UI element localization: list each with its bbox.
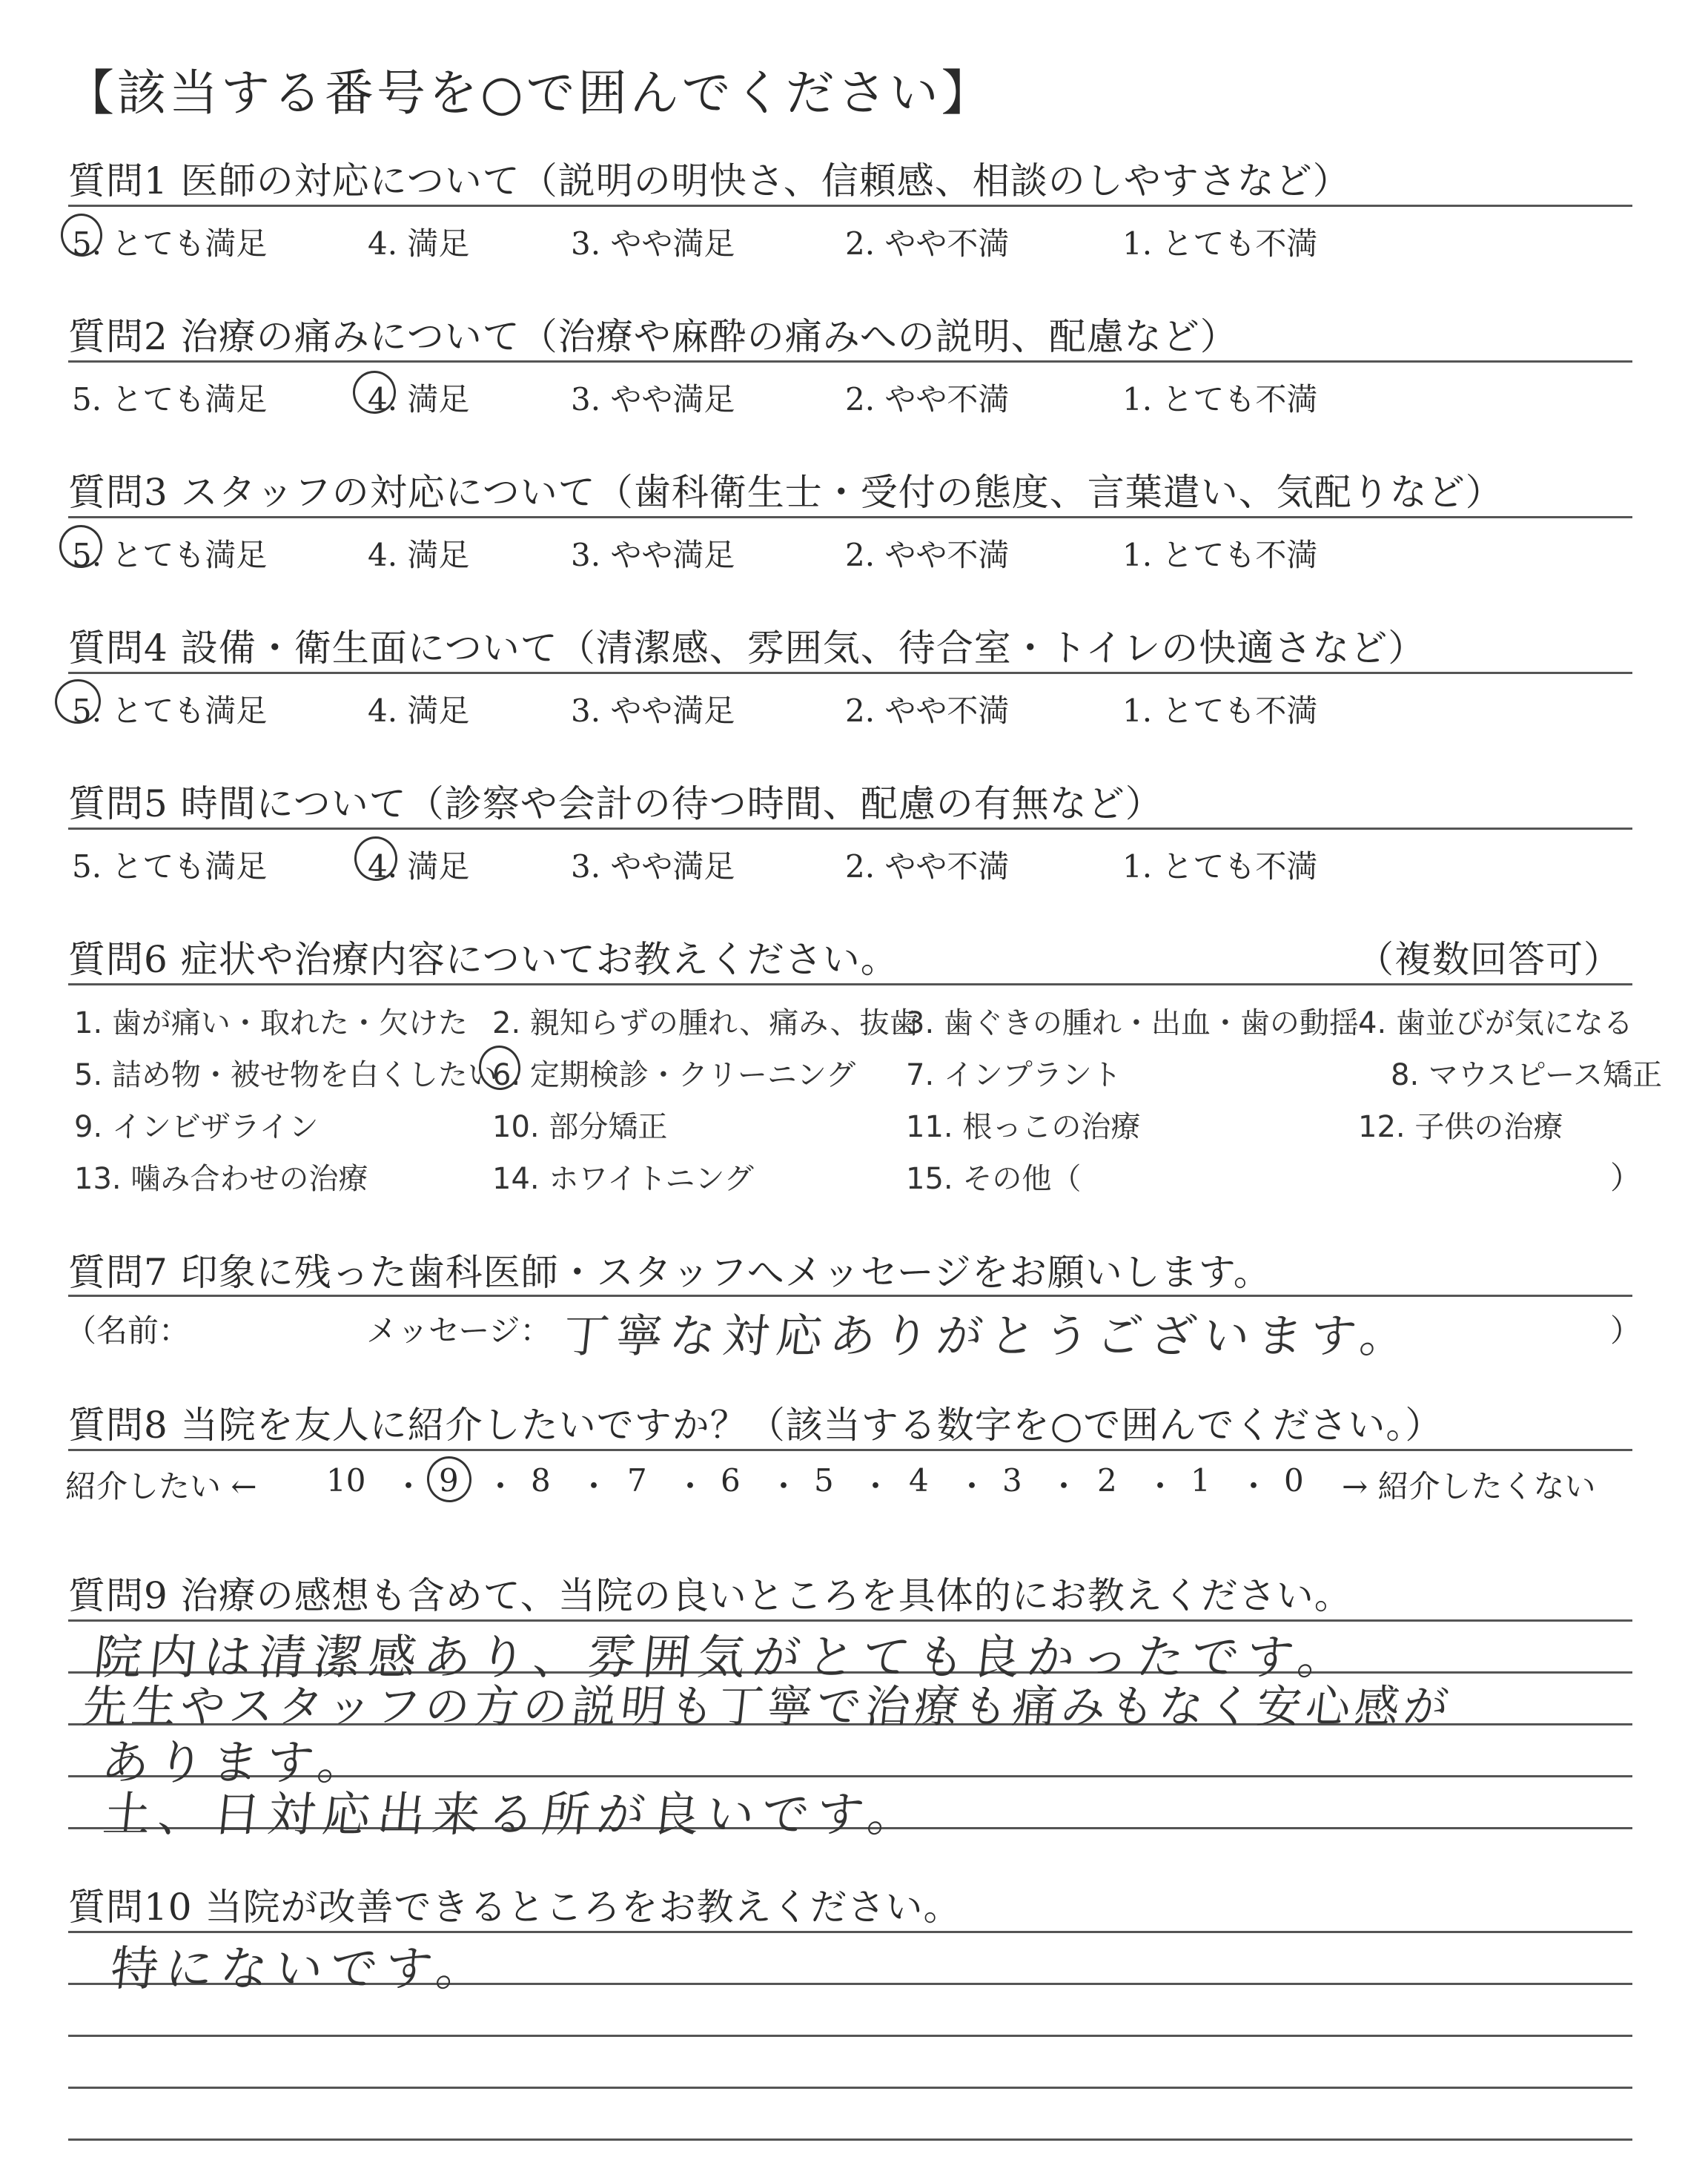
answer-line <box>68 2035 1632 2037</box>
q5-option-4[interactable]: 4. 満足 <box>368 848 470 885</box>
q9-answer-line-3[interactable]: あります。 <box>99 1736 376 1791</box>
q9-answer-line-2[interactable]: 先生やスタッフの方の説明も丁寧で治療も痛みもなく安心感が <box>79 1681 1456 1733</box>
q6-option-1[interactable]: 1. 歯が痛い・取れた・欠けた <box>74 1006 468 1040</box>
q8-scale-6[interactable]: 6 <box>721 1462 741 1499</box>
divider <box>68 205 1632 207</box>
q8-scale-9[interactable]: 9 <box>439 1462 459 1499</box>
q5-option-5[interactable]: 5. とても満足 <box>72 848 268 885</box>
q6-option-10[interactable]: 10. 部分矯正 <box>492 1110 668 1144</box>
question-1-title: 質問1 医師の対応について（説明の明快さ、信頼感、相談のしやすさなど） <box>68 159 1351 202</box>
q7-message-label: メッセージ： <box>366 1312 552 1349</box>
scale-dot: ・ <box>1145 1468 1176 1505</box>
q10-answer-line-1[interactable]: 特にないです。 <box>107 1942 494 1997</box>
q2-option-3[interactable]: 3. やや満足 <box>571 381 735 417</box>
q7-handwritten-message[interactable]: 丁寧な対応ありがとうございます。 <box>560 1309 1417 1363</box>
question-7-title: 質問7 印象に残った歯科医師・スタッフへメッセージをお願いします。 <box>68 1251 1271 1294</box>
scale-dot: ・ <box>393 1468 425 1505</box>
q2-option-4[interactable]: 4. 満足 <box>368 381 470 417</box>
q3-option-1[interactable]: 1. とても不満 <box>1122 537 1318 573</box>
divider <box>68 828 1632 830</box>
q5-option-2[interactable]: 2. やや不満 <box>845 848 1010 885</box>
scale-dot: ・ <box>1048 1468 1080 1505</box>
q8-scale-10[interactable]: 10 <box>326 1462 366 1499</box>
divider <box>68 1449 1632 1451</box>
q6-option-8[interactable]: 8. マウスピース矯正 <box>1391 1058 1663 1092</box>
form-header: 【該当する番号を○で囲んでください】 <box>65 65 993 122</box>
q6-option-3[interactable]: 3. 歯ぐきの腫れ・出血・歯の動揺 <box>906 1006 1359 1040</box>
divider <box>68 1295 1632 1297</box>
q7-close-paren: ） <box>1610 1312 1642 1349</box>
scale-dot: ・ <box>860 1468 892 1505</box>
divider <box>68 360 1632 363</box>
q4-option-5[interactable]: 5. とても満足 <box>72 693 268 729</box>
q7-name-label: （名前： <box>65 1312 191 1349</box>
q8-scale-4[interactable]: 4 <box>909 1462 929 1499</box>
q8-right-label: → 紹介したくない <box>1342 1468 1596 1505</box>
q3-option-4[interactable]: 4. 満足 <box>368 537 470 573</box>
scale-dot: ・ <box>675 1468 706 1505</box>
scale-dot: ・ <box>956 1468 988 1505</box>
divider <box>68 983 1632 985</box>
selection-circle-q8 <box>424 1453 474 1505</box>
q6-option-7[interactable]: 7. インプラント <box>906 1058 1122 1092</box>
question-3-title: 質問3 スタッフの対応について（歯科衛生士・受付の態度、言葉遣い、気配りなど） <box>68 471 1503 514</box>
scale-dot: ・ <box>1238 1468 1270 1505</box>
question-9-title: 質問9 治療の感想も含めて、当院の良いところを具体的にお教えください。 <box>68 1574 1352 1617</box>
q6-other-close-paren: ） <box>1610 1160 1642 1196</box>
divider <box>68 672 1632 674</box>
q3-option-5[interactable]: 5. とても満足 <box>72 537 268 573</box>
q4-option-1[interactable]: 1. とても不満 <box>1122 693 1318 729</box>
q8-scale-7[interactable]: 7 <box>627 1462 647 1499</box>
q3-option-3[interactable]: 3. やや満足 <box>571 537 735 573</box>
answer-line <box>68 2138 1632 2141</box>
q9-answer-line-4[interactable]: 土、日対応出来る所が良いです。 <box>100 1788 926 1843</box>
q1-option-4[interactable]: 4. 満足 <box>368 225 470 262</box>
q2-option-5[interactable]: 5. とても満足 <box>72 381 268 417</box>
q8-scale-5[interactable]: 5 <box>814 1462 834 1499</box>
question-6-title: 質問6 症状や治療内容についてお教えください。 <box>68 938 898 981</box>
scale-dot: ・ <box>578 1468 610 1505</box>
q6-option-5[interactable]: 5. 詰め物・被せ物を白くしたい <box>74 1058 497 1092</box>
scale-dot: ・ <box>768 1468 800 1505</box>
question-10-title: 質問10 当院が改善できるところをお教えください。 <box>68 1886 961 1929</box>
q8-scale-3[interactable]: 3 <box>1002 1462 1022 1499</box>
q1-option-1[interactable]: 1. とても不満 <box>1122 225 1318 262</box>
q3-option-2[interactable]: 2. やや不満 <box>845 537 1010 573</box>
q8-left-label: 紹介したい ← <box>65 1468 257 1505</box>
q6-option-4[interactable]: 4. 歯並びが気になる <box>1358 1006 1633 1040</box>
q6-option-12[interactable]: 12. 子供の治療 <box>1358 1110 1563 1144</box>
q6-option-2[interactable]: 2. 親知らずの腫れ、痛み、抜歯 <box>492 1006 919 1040</box>
q2-option-1[interactable]: 1. とても不満 <box>1122 381 1318 417</box>
q6-option-11[interactable]: 11. 根っこの治療 <box>906 1110 1141 1144</box>
answer-line <box>68 2087 1632 2089</box>
question-4-title: 質問4 設備・衛生面について（清潔感、雰囲気、待合室・トイレの快適さなど） <box>68 627 1426 670</box>
q1-option-3[interactable]: 3. やや満足 <box>571 225 735 262</box>
scale-dot: ・ <box>485 1468 517 1505</box>
q1-option-5[interactable]: 5. とても満足 <box>72 225 268 262</box>
q8-scale-1[interactable]: 1 <box>1191 1462 1211 1499</box>
question-8-title: 質問8 当院を友人に紹介したいですか？（該当する数字を○で囲んでください。） <box>68 1404 1443 1447</box>
q8-scale-8[interactable]: 8 <box>531 1462 551 1499</box>
q8-scale-0[interactable]: 0 <box>1284 1462 1304 1499</box>
q5-option-1[interactable]: 1. とても不満 <box>1122 848 1318 885</box>
q4-option-4[interactable]: 4. 満足 <box>368 693 470 729</box>
q8-scale-2[interactable]: 2 <box>1097 1462 1117 1499</box>
q6-option-15[interactable]: 15. その他（ <box>906 1162 1082 1196</box>
q5-option-3[interactable]: 3. やや満足 <box>571 848 735 885</box>
question-2-title: 質問2 治療の痛みについて（治療や麻酔の痛みへの説明、配慮など） <box>68 315 1238 358</box>
q6-option-9[interactable]: 9. インビザライン <box>74 1110 319 1144</box>
q6-option-14[interactable]: 14. ホワイトニング <box>492 1162 754 1196</box>
q6-option-6[interactable]: 6. 定期検診・クリーニング <box>492 1058 856 1092</box>
q2-option-2[interactable]: 2. やや不満 <box>845 381 1010 417</box>
q4-option-3[interactable]: 3. やや満足 <box>571 693 735 729</box>
q1-option-2[interactable]: 2. やや不満 <box>845 225 1010 262</box>
divider <box>68 516 1632 518</box>
q9-answer-line-1[interactable]: 院内は清潔感あり、雰囲気がとても良かったです。 <box>91 1631 1356 1685</box>
q4-option-2[interactable]: 2. やや不満 <box>845 693 1010 729</box>
question-5-title: 質問5 時間について（診察や会計の待つ時間、配慮の有無など） <box>68 782 1163 825</box>
question-6-note: （複数回答可） <box>1357 938 1621 981</box>
q6-option-13[interactable]: 13. 噛み合わせの治療 <box>74 1162 368 1196</box>
